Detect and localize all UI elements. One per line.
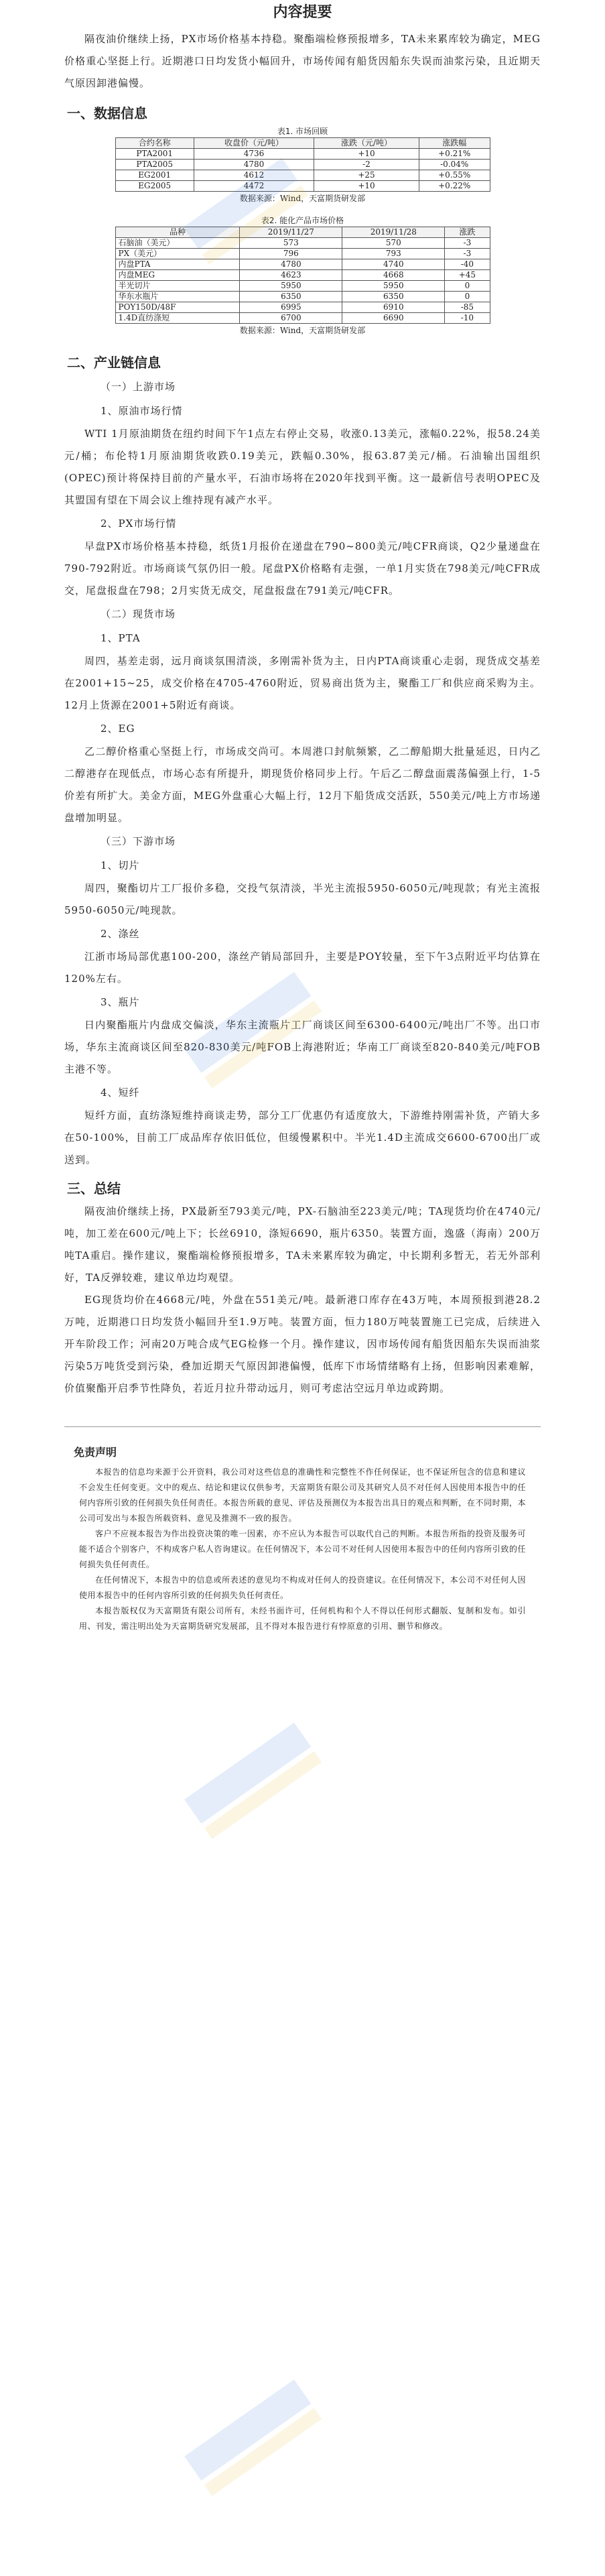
table-cell: 570 — [342, 238, 445, 249]
filament-heading: 2、涤丝 — [100, 928, 140, 940]
table-cell: EG2001 — [115, 170, 194, 181]
table-cell: 5950 — [342, 281, 445, 292]
table2-header: 2019/11/28 — [342, 227, 445, 238]
table-row — [115, 281, 490, 292]
summary-ta-paragraph: 隔夜油价继续上扬，PX最新至793美元/吨，PX-石脑油至223美元/吨；TA现货均价在4740元/吨，加工差在600元/吨上下；长丝6910，涤短6690，瓶片6350。装置方面，逸盛（海南）200万吨TA重启。操作建议，聚酯端检修预报增多，TA未来累库较为确定，中长期利多暂无，若无外部利好，TA反弹较难，建议单边均观望。 — [64, 1205, 541, 1284]
table-cell: 4740 — [342, 259, 445, 270]
table-row — [115, 170, 490, 181]
table-cell: 4780 — [240, 259, 342, 270]
table-cell: 793 — [342, 249, 445, 259]
pta-paragraph: 周四，基差走弱，远月商谈氛围清淡，多刚需补货为主，日内PTA商谈重心走弱，现货成交基差在2001+15~25，成交价格在4705-4760附近，贸易商出货为主，聚酯工厂和供应商采购为主。12月上货源在2001+5附近有商谈。 — [64, 655, 541, 711]
section-data-heading: 一、数据信息 — [67, 105, 147, 121]
table-cell: 半光切片 — [115, 281, 240, 292]
table-row — [115, 238, 490, 249]
disclaimer-title: 免责声明 — [74, 1446, 117, 1459]
table-cell: 6910 — [342, 302, 445, 313]
eg-heading: 2、EG — [100, 723, 135, 735]
table2-caption: 表2. 能化产品市场价格 — [261, 216, 344, 225]
table-row — [115, 292, 490, 302]
disclaimer-paragraph: 本报告版权仅为天富期货有限公司所有，未经书面许可，任何机构和个人不得以任何形式翻版、复制和发布。如引用、刊发，需注明出处为天富期货研究发展部，且不得对本报告进行有悖原意的引用、删节和修改。 — [79, 1606, 526, 1631]
spot-heading: （二）现货市场 — [100, 608, 176, 620]
table-cell: +0.55% — [419, 170, 490, 181]
table-cell: PTA2001 — [115, 149, 194, 160]
staple-paragraph: 短纤方面，直纺涤短维持商谈走势，部分工厂优惠仍有适度放大，下游维持刚需补货，产销大多在50-100%，目前工厂成品库存依旧低位，但缓慢累积中。半光1.4D主流成交6600-6700出厂或送到。 — [64, 1109, 541, 1166]
table-cell: 6700 — [240, 313, 342, 324]
table-cell: 4472 — [194, 181, 314, 192]
page-title: 内容提要 — [273, 4, 332, 21]
oil-heading: 1、原油市场行情 — [100, 405, 183, 417]
table-row — [115, 270, 490, 281]
downstream-heading: （三）下游市场 — [100, 835, 176, 847]
table-cell: POY150D/48F — [115, 302, 240, 313]
summary-paragraph: 隔夜油价继续上扬，PX市场价格基本持稳。聚酯端检修预报增多，TA未来累库较为确定，MEG价格重心坚挺上行。近期港口日均发货小幅回升，市场传闻有船货因船东失误而油浆污染，且近期天气原因卸港偏慢。 — [64, 33, 541, 89]
table-row — [115, 313, 490, 324]
pta-heading: 1、PTA — [100, 632, 141, 644]
section-summary-heading: 三、总结 — [67, 1180, 121, 1197]
table-cell: 1.4D直纺涤短 — [115, 313, 240, 324]
table-cell: +10 — [314, 181, 419, 192]
bottle-heading: 3、瓶片 — [100, 996, 140, 1008]
table-row — [115, 259, 490, 270]
filament-paragraph: 江浙市场局部优惠100-200，涤丝产销局部回升，主要是POY较量，至下午3点附近平均估算在120%左右。 — [64, 950, 541, 985]
table-cell: 6690 — [342, 313, 445, 324]
table-cell: 6350 — [240, 292, 342, 302]
disclaimer-paragraph: 本报告的信息均来源于公开资料，我公司对这些信息的准确性和完整性不作任何保证，也不保证所包含的信息和建议不会发生任何变更。文中的观点、结论和建议仅供参考，天富期货有限公司及其研究人员不对任何人因使用本报告中的任何内容所引致的任何损失负任何责任。本报告所载的意见、评估及预测仅为本报告出具日的观点和判断，在不同时期，本公司可发出与本报告所载资料、意见及推测不一致的报告。 — [79, 1467, 526, 1523]
table1-caption: 表1. 市场回顾 — [277, 127, 328, 136]
table-cell: -40 — [445, 259, 490, 270]
table-cell: +45 — [445, 270, 490, 281]
table-cell: +0.22% — [419, 181, 490, 192]
table-cell: 华东水瓶片 — [115, 292, 240, 302]
table-cell: PX（美元） — [115, 249, 240, 259]
table-cell: 6995 — [240, 302, 342, 313]
table-cell: 内盘PTA — [115, 259, 240, 270]
table-cell: 796 — [240, 249, 342, 259]
table2-source: 数据来源：Wind，天富期货研发部 — [239, 326, 366, 335]
table-cell: -85 — [445, 302, 490, 313]
section-chain-heading: 二、产业链信息 — [67, 355, 161, 371]
table2-header: 涨跌 — [445, 227, 490, 238]
table-cell: 0 — [445, 292, 490, 302]
table1-source: 数据来源：Wind，天富期货研发部 — [239, 194, 366, 203]
table-cell: 4736 — [194, 149, 314, 160]
table-cell: 6350 — [342, 292, 445, 302]
table-cell: -3 — [445, 238, 490, 249]
table-cell: -10 — [445, 313, 490, 324]
table-row — [115, 181, 490, 192]
chip-heading: 1、切片 — [100, 859, 140, 871]
table1-header: 收盘价（元/吨） — [194, 138, 314, 149]
table-row — [115, 160, 490, 170]
table-cell: 石脑油（美元） — [115, 238, 240, 249]
px-paragraph: 早盘PX市场价格基本持稳，纸货1月报价在递盘在790~800美元/吨CFR商谈，Q2少量递盘在790-792附近。市场商谈气氛仍旧一般。尾盘PX价格略有走强，一单1月实货在798美元/吨CFR成交，尾盘报盘在798；2月实货无成交，尾盘报盘在791美元/吨CFR。 — [64, 540, 541, 597]
disclaimer-paragraph: 在任何情况下，本报告中的信息或所表述的意见均不构成对任何人的投资建议。在任何情况下，本公司不对任何人因使用本报告中的任何内容所引致的任何损失负任何责任。 — [79, 1575, 526, 1600]
watermark-logo-bottom — [154, 2333, 355, 2547]
table-row — [115, 302, 490, 313]
table-cell: +0.21% — [419, 149, 490, 160]
table-cell: 4623 — [240, 270, 342, 281]
eg-paragraph: 乙二醇价格重心坚挺上行，市场成交尚可。本周港口封航频繁，乙二醇船期大批量延迟，日内乙二醇港存在现低点，市场心态有所提升，期现货价格同步上行。午后乙二醇盘面震荡偏强上行，1-5价差有所扩大。美金方面，MEG外盘重心大幅上行，12月下船货成交活跃，550美元/吨上方市场递盘增加明显。 — [64, 745, 541, 824]
market-review-table — [115, 137, 490, 192]
table-cell: 4668 — [342, 270, 445, 281]
product-price-table — [115, 227, 490, 324]
px-heading: 2、PX市场行情 — [100, 517, 177, 530]
chip-paragraph: 周四，聚酯切片工厂报价多稳，交投气氛清淡，半光主流报5950-6050元/吨现款；有光主流报5950-6050元/吨现款。 — [64, 882, 541, 916]
table-cell: 0 — [445, 281, 490, 292]
table-cell: 4612 — [194, 170, 314, 181]
table-row — [115, 249, 490, 259]
table-cell: 内盘MEG — [115, 270, 240, 281]
oil-paragraph: WTI 1月原油期货在纽约时间下午1点左右停止交易，收涨0.13美元，涨幅0.22%，报58.24美元/桶；布伦特1月原油期货收跌0.19美元，跌幅0.30%，报63.87美元/桶。石油输出国组织(OPEC)预计将保持目前的产量水平，石油市场将在2020年找到平衡。这一最新信号表明OPEC及其盟国有望在下周会议上维持现有减产水平。 — [64, 428, 541, 506]
staple-heading: 4、短纤 — [100, 1087, 140, 1099]
table-row — [115, 149, 490, 160]
table-cell: 5950 — [240, 281, 342, 292]
table-cell: 573 — [240, 238, 342, 249]
table-cell: PTA2005 — [115, 160, 194, 170]
table-cell: +25 — [314, 170, 419, 181]
table-cell: 4780 — [194, 160, 314, 170]
table2-header: 2019/11/27 — [240, 227, 342, 238]
watermark-logo-lower — [154, 1676, 355, 1890]
table-cell: -0.04% — [419, 160, 490, 170]
disclaimer-paragraph: 客户不应视本报告为作出投资决策的唯一因素，亦不应认为本报告可以取代自己的判断。本报告所指的投资及服务可能不适合个别客户，不构成客户私人咨询建议。在任何情况下，本公司不对任何人因使用本报告中的任何内容所引致的任何损失负任何责任。 — [79, 1529, 526, 1569]
table-cell: EG2005 — [115, 181, 194, 192]
table-cell: +10 — [314, 149, 419, 160]
table1-header: 涨跌（元/吨） — [314, 138, 419, 149]
table-cell: -2 — [314, 160, 419, 170]
bottle-paragraph: 日内聚酯瓶片内盘成交偏淡，华东主流瓶片工厂商谈区间至6300-6400元/吨出厂不等。出口市场，华东主流商谈区间至820-830美元/吨FOB上海港附近；华南工厂商谈至820-840美元/吨FOB主港不等。 — [64, 1019, 541, 1075]
upstream-heading: （一）上游市场 — [100, 381, 176, 393]
table2-header: 品种 — [115, 227, 240, 238]
summary-eg-paragraph: EG现货均价在4668元/吨，外盘在551美元/吨。最新港口库存在43万吨，本周预报到港28.2万吨，近期港口日均发货小幅回升至1.9万吨。装置方面，恒力180万吨装置施工已完成，后续进入开车阶段工作；河南20万吨合成气EG检修一个月。操作建议，因市场传闻有船货因船东失误而油浆污染5万吨货受到污染，叠加近期天气原因卸港偏慢，低库下市场情绪略有上扬，但影响因素难解，价值聚酯开启季节性降负，若近月拉升带动远月，则可考虑沽空远月单边或跨期。 — [64, 1294, 541, 1394]
table1-header: 涨跌幅 — [419, 138, 490, 149]
table1-header: 合约名称 — [115, 138, 194, 149]
table-cell: -3 — [445, 249, 490, 259]
